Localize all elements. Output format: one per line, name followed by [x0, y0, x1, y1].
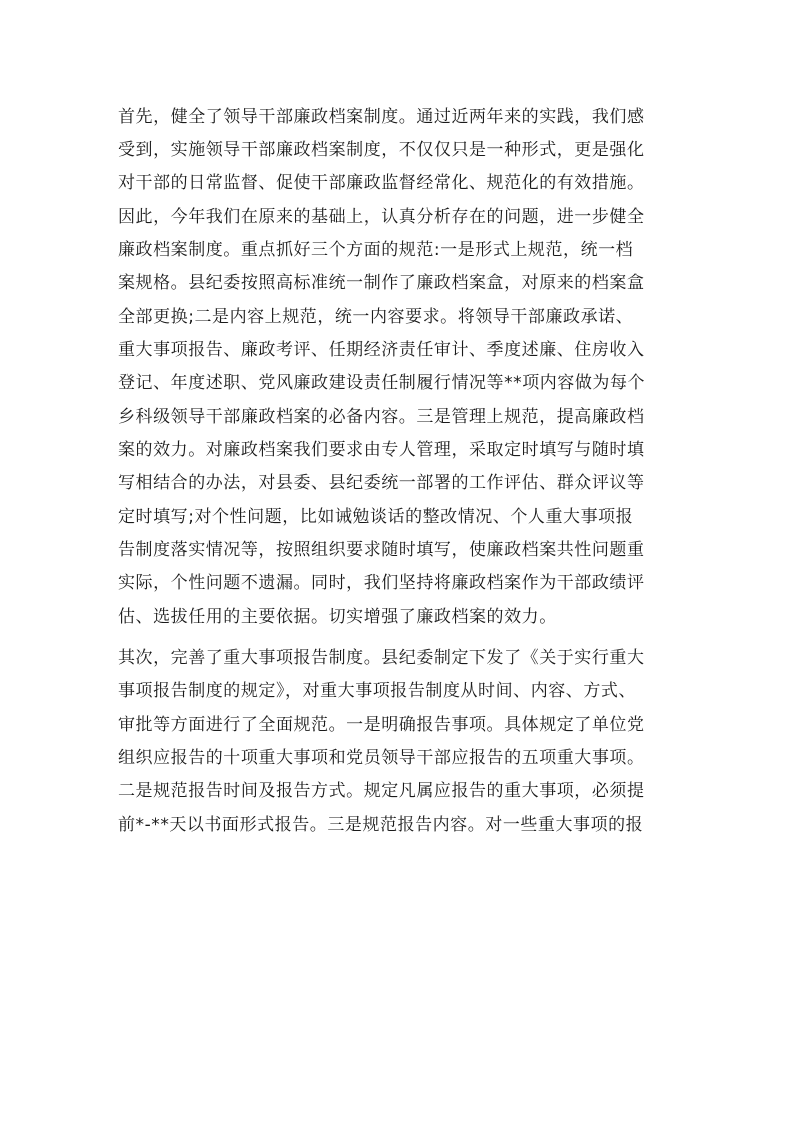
paragraph-2-line-6: 前*-**天以书面形式报告。三是规范报告内容。对一些重大事项的报 [118, 815, 644, 835]
paragraph-1-line-5: 廉政档案制度。重点抓好三个方面的规范:一是形式上规范，统一档 [118, 240, 634, 260]
paragraph-1-line-15: 实际，个性问题不遗漏。同时，我们坚持将廉政档案作为干部政绩评 [118, 573, 645, 593]
paragraph-1-line-13: 定时填写;对个性问题，比如诫勉谈话的整改情况、个人重大事项报 [118, 507, 634, 527]
paragraph-2-line-1: 其次，完善了重大事项报告制度。县纪委制定下发了《关于实行重大 [118, 648, 645, 668]
paragraph-1-line-12: 写相结合的办法，对县委、县纪委统一部署的工作评估、群众评议等 [118, 473, 645, 493]
paragraph-1-line-1: 首先，健全了领导干部廉政档案制度。通过近两年来的实践，我们感 [118, 107, 645, 127]
paragraph-1-line-10: 乡科级领导干部廉政档案的必备内容。三是管理上规范，提高廉政档 [118, 407, 645, 427]
paragraph-1-line-14: 告制度落实情况等，按照组织要求随时填写，使廉政档案共性问题重 [118, 540, 645, 560]
paragraph-2-line-3: 审批等方面进行了全面规范。一是明确报告事项。具体规定了单位党 [118, 715, 645, 735]
paragraph-1-line-2: 受到，实施领导干部廉政档案制度，不仅仅只是一种形式，更是强化 [118, 140, 645, 160]
paragraph-1-line-3: 对干部的日常监督、促使干部廉政监督经常化、规范化的有效措施。 [118, 173, 645, 193]
paragraph-1-line-7: 全部更换;二是内容上规范，统一内容要求。将领导干部廉政承诺、 [118, 307, 634, 327]
paragraph-1-line-16: 估、选拔任用的主要依据。切实增强了廉政档案的效力。 [118, 607, 557, 627]
paragraph-2-line-4: 组织应报告的十项重大事项和党员领导干部应报告的五项重大事项。 [118, 748, 645, 768]
paragraph-2-line-2: 事项报告制度的规定》，对重大事项报告制度从时间、内容、方式、 [118, 681, 636, 701]
paragraph-1-line-8: 重大事项报告、廉政考评、任期经济责任审计、季度述廉、住房收入 [118, 340, 645, 360]
paragraph-2-line-5: 二是规范报告时间及报告方式。规定凡属应报告的重大事项，必须提 [118, 781, 645, 801]
paragraph-1-line-4: 因此，今年我们在原来的基础上，认真分析存在的问题，进一步健全 [118, 207, 645, 227]
paragraph-1-line-9: 登记、年度述职、党风廉政建设责任制履行情况等**项内容做为每个 [118, 373, 646, 393]
paragraph-1-line-6: 案规格。县纪委按照高标准统一制作了廉政档案盒，对原来的档案盒 [118, 273, 645, 293]
paragraph-1-line-11: 案的效力。对廉政档案我们要求由专人管理，采取定时填写与随时填 [118, 440, 645, 460]
